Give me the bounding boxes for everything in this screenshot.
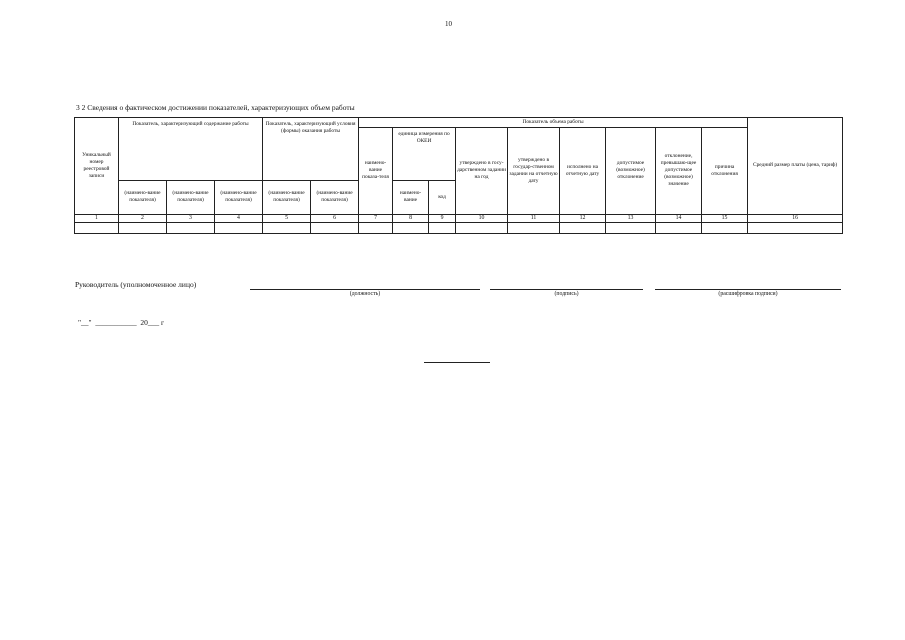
column-number: 8 [393, 214, 429, 223]
column-number: 2 [119, 214, 167, 223]
decoding-line [655, 289, 841, 290]
table-cell [215, 223, 263, 234]
header-approved-year: утверждено в госу-дарственном задании на год [456, 127, 508, 214]
header-content-indicator: Показатель, характеризующий содержание работы [119, 118, 263, 181]
section-title: 3 2 Сведения о фактическом достижении показателей, характеризующих объем работы [76, 103, 355, 112]
subheader-indicator-name: (наимено-вание показателя) [119, 180, 167, 214]
header-indicator-name: наимено-вание показа-теля [359, 127, 393, 214]
column-number: 14 [656, 214, 702, 223]
column-number: 12 [560, 214, 606, 223]
page-number: 10 [445, 20, 452, 28]
header-approved-date: утверждено в государ-ственном задании на отчетную дату [508, 127, 560, 214]
table-cell [263, 223, 311, 234]
header-unit-okei: единица измерения по ОКЕИ [393, 127, 456, 180]
table-cell [606, 223, 656, 234]
decoding-caption: (расшифровка подписи) [718, 291, 778, 297]
column-number: 15 [702, 214, 748, 223]
work-volume-table [74, 117, 843, 234]
position-caption: (должность) [349, 291, 381, 297]
signature-line [490, 289, 643, 290]
column-number: 4 [215, 214, 263, 223]
end-divider [424, 362, 490, 363]
table-cell [748, 223, 843, 234]
table-cell [393, 223, 429, 234]
head-label: Руководитель (уполномоченное лицо) [75, 280, 197, 289]
header-volume-indicator: Показатель объема работы [359, 118, 748, 128]
table-cell [560, 223, 606, 234]
position-line [250, 289, 480, 290]
table-cell [311, 223, 359, 234]
table-cell [119, 223, 167, 234]
subheader-unit-name: наимено-вание [393, 180, 429, 214]
column-number: 7 [359, 214, 393, 223]
header-executed: исполнено на отчетную дату [560, 127, 606, 214]
signature-caption: (подпись) [554, 291, 579, 297]
table-cell [508, 223, 560, 234]
column-number: 3 [167, 214, 215, 223]
column-number: 5 [263, 214, 311, 223]
table-cell [167, 223, 215, 234]
column-number: 16 [748, 214, 843, 223]
header-conditions-indicator: Показатель, характеризующий условия (формы) оказания работы [263, 118, 359, 181]
table-cell [702, 223, 748, 234]
header-allowed-deviation: допустимое (возможное) отклонение [606, 127, 656, 214]
subheader-indicator-name: (наимено-вание показателя) [263, 180, 311, 214]
subheader-indicator-name: (наимено-вание показателя) [167, 180, 215, 214]
header-unique-number: Уникальный номер реестровой записи [75, 118, 119, 215]
column-number: 13 [606, 214, 656, 223]
header-exceeding-deviation: отклонение, превышаю-щее допустимое (возможное) значение [656, 127, 702, 214]
subheader-indicator-name: (наимено-вание показателя) [311, 180, 359, 214]
column-number: 10 [456, 214, 508, 223]
subheader-unit-code: код [429, 180, 456, 214]
table-cell [429, 223, 456, 234]
table-row [75, 223, 843, 234]
table-cell [456, 223, 508, 234]
date-line: "__" ___________ 20___ г [78, 318, 165, 327]
column-number: 11 [508, 214, 560, 223]
header-average-fee: Средний размер платы (цена, тариф) [748, 118, 843, 215]
table-cell [75, 223, 119, 234]
table-cell [656, 223, 702, 234]
header-deviation-reason: причина отклонения [702, 127, 748, 214]
column-number: 9 [429, 214, 456, 223]
column-number: 1 [75, 214, 119, 223]
column-number: 6 [311, 214, 359, 223]
table-cell [359, 223, 393, 234]
subheader-indicator-name: (наимено-вание показателя) [215, 180, 263, 214]
column-number-row [75, 214, 843, 223]
